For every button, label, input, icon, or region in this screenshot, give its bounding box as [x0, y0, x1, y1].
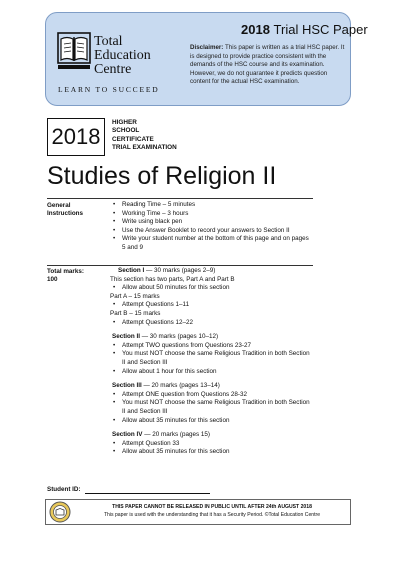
- general-instructions-label: [47, 202, 83, 218]
- section-2-heading: [112, 333, 312, 342]
- list-item: • Working Time – 3 hours: [112, 210, 312, 219]
- disclaimer: [190, 44, 345, 87]
- list-item: • Attempt ONE question from Questions 28-32: [112, 391, 312, 400]
- logo-text-centre: Centre: [94, 62, 132, 77]
- total-marks-label: [47, 268, 84, 284]
- student-id-field[interactable]: [85, 493, 210, 494]
- copyright-notice: This paper is used with the understanding that it has a Security Period. ©Total Education Centre: [103, 512, 321, 518]
- label-line: Instructions: [47, 210, 84, 217]
- disclaimer-text: This paper is written as a trial HSC paper. It is designed to provide practice consistent with the demands of the HSC course and its examination. However, we do not guarantee it predicts question content for the actual HSC examination.: [190, 44, 345, 86]
- paper-title: [241, 22, 368, 37]
- list-item: • Attempt Questions 1–11: [112, 301, 312, 310]
- security-footer: [45, 499, 351, 525]
- list-item: • You must NOT choose the same Religious Tradition in both Section II and Section III: [112, 399, 312, 416]
- section-1-heading: [112, 267, 312, 276]
- list-item: • Use the Answer Booklet to record your answers to Section II: [112, 227, 312, 236]
- exam-year-box: 2018: [47, 118, 105, 156]
- list-item: • Allow about 1 hour for this section: [112, 368, 312, 377]
- part-a-label: Part A – 15 marks: [110, 292, 160, 300]
- total-marks-value: 100: [47, 276, 58, 283]
- subject-title: Studies of Religion II: [47, 162, 277, 190]
- list-item: • You must NOT choose the same Religious Tradition in both Section II and Section III: [112, 350, 312, 367]
- disclaimer-label: Disclaimer:: [190, 44, 224, 51]
- list-item: • Attempt Questions 12–22: [112, 319, 312, 328]
- section-3-heading: [112, 382, 312, 391]
- list-item: • Allow about 35 minutes for this section: [112, 448, 312, 457]
- paper-title-text: Trial HSC Paper: [273, 22, 368, 37]
- exam-type-line: HIGHER: [112, 119, 137, 126]
- section-2-title: Section II: [112, 333, 140, 341]
- divider: [47, 198, 313, 199]
- list-item: • Write your student number at the bottom of this page and on pages 5 and 9: [112, 235, 312, 252]
- general-instructions-list: [112, 201, 312, 253]
- list-item: • Reading Time – 5 minutes: [112, 201, 312, 210]
- section-3-marks: — 20 marks (pages 13–14): [141, 382, 220, 390]
- list-item: • Attempt Question 33: [112, 440, 312, 449]
- section-4-heading: [112, 431, 312, 440]
- exam-type: [112, 119, 177, 152]
- label-line: General: [47, 202, 71, 209]
- list-item: • Write using black pen: [112, 218, 312, 227]
- student-id-label: Student ID:: [47, 486, 81, 493]
- section-1-marks: — 30 marks (pages 2–9): [144, 267, 216, 274]
- section-3-title: Section III: [112, 382, 142, 390]
- tec-seal-icon: [49, 501, 71, 523]
- header-banner: [45, 12, 368, 106]
- section-1-title: Section I: [118, 267, 145, 274]
- logo-tagline: LEARN TO SUCCEED: [58, 85, 160, 94]
- list-item: • Attempt TWO questions from Questions 23-27: [112, 342, 312, 351]
- logo-text-education: Education: [94, 48, 151, 63]
- exam-type-line: TRIAL EXAMINATION: [112, 143, 177, 151]
- part-b-label: Part B – 15 marks: [110, 309, 161, 317]
- divider: [47, 265, 313, 266]
- open-book-icon: [56, 31, 92, 73]
- total-marks-text: Total marks:: [47, 268, 84, 275]
- section-1-intro: This section has two parts, Part A and Part B: [110, 275, 235, 283]
- section-4-title: Section IV: [112, 431, 143, 439]
- tec-logo: [54, 23, 189, 103]
- list-item: • Allow about 35 minutes for this section: [112, 417, 312, 426]
- exam-type-line: CERTIFICATE: [112, 135, 154, 143]
- security-notice: THIS PAPER CANNOT BE RELEASED IN PUBLIC UNTIL AFTER 24th AUGUST 2018: [112, 504, 312, 510]
- exam-type-line: SCHOOL: [112, 127, 140, 135]
- section-4-marks: — 20 marks (pages 15): [142, 431, 210, 439]
- logo-text-total: Total: [94, 34, 123, 49]
- paper-title-year: 2018: [241, 22, 270, 37]
- list-item: • Allow about 50 minutes for this section: [112, 284, 312, 293]
- sections-list: [112, 267, 312, 457]
- section-2-marks: — 30 marks (pages 10–12): [140, 333, 219, 341]
